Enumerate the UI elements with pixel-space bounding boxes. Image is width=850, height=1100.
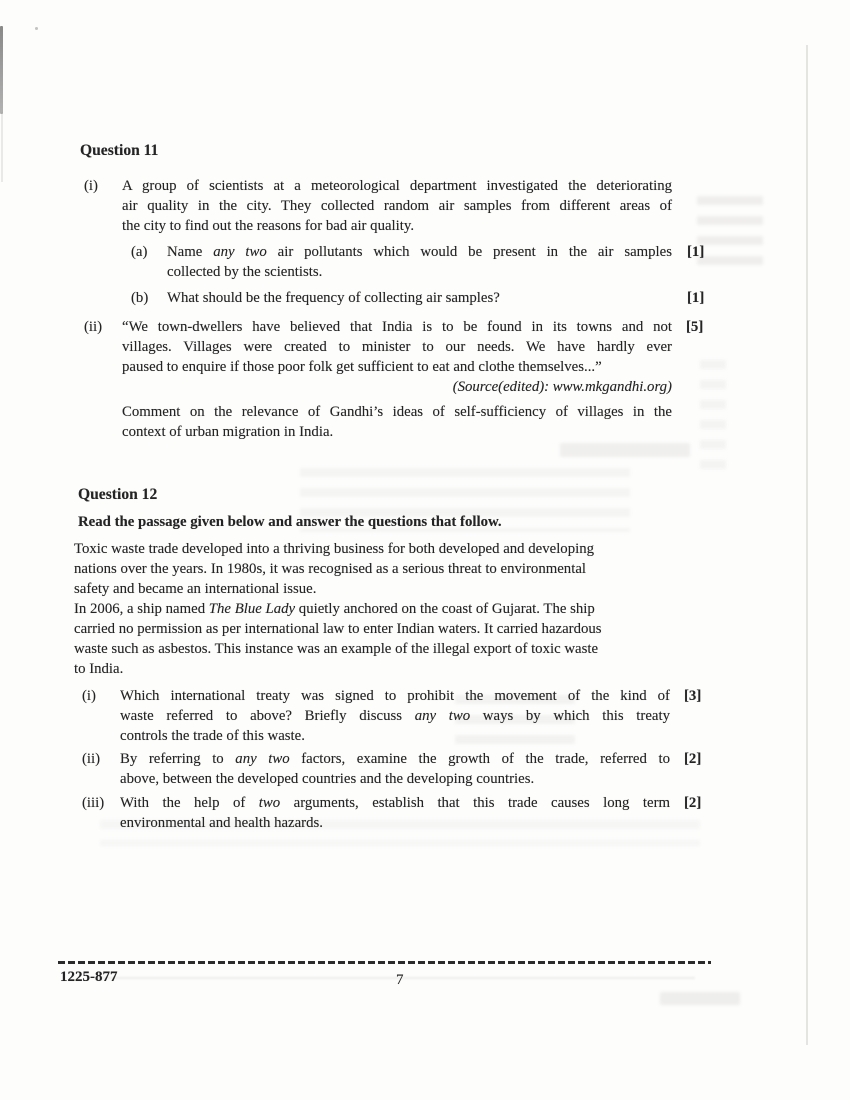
item-label: (ii) bbox=[84, 319, 103, 335]
question-12-item-iii bbox=[82, 793, 716, 833]
question-11-item-i-sub-a bbox=[131, 242, 716, 282]
passage-paragraph-1 bbox=[74, 539, 674, 599]
text-segment: Name bbox=[167, 244, 214, 260]
marks-badge: [2] bbox=[684, 751, 702, 767]
text-line: Comment on the relevance of Gandhi’s ideas of self-sufficiency of villages in the bbox=[122, 404, 672, 420]
item-text bbox=[120, 793, 670, 833]
passage-instruction: Read the passage given below and answer the questions that follow. bbox=[78, 514, 502, 530]
text-line: A group of scientists at a meteorological department investigated the deteriorating bbox=[122, 178, 672, 194]
text-line: safety and became an international issue. bbox=[74, 581, 317, 597]
question-12-title: Question 12 bbox=[78, 486, 158, 503]
italic-segment: The Blue Lady bbox=[208, 601, 296, 617]
question-11-title: Question 11 bbox=[80, 142, 159, 159]
marks-badge: [5] bbox=[686, 319, 704, 335]
item-text bbox=[167, 242, 672, 282]
text-segment: air pollutants which would be present in the air samples bbox=[266, 244, 672, 260]
text-line: What should be the frequency of collecting air samples? bbox=[167, 290, 500, 306]
text-segment: With the help of bbox=[120, 795, 259, 811]
marks-badge: [3] bbox=[684, 688, 702, 704]
text-line: waste such as asbestos. This instance was an example of the illegal export of toxic waste bbox=[74, 641, 599, 657]
text-line: above, between the developed countries and the developing countries. bbox=[120, 771, 535, 787]
text-line bbox=[167, 242, 672, 262]
item-label: (i) bbox=[84, 178, 98, 194]
scan-edge-artifact bbox=[0, 26, 3, 114]
item-text bbox=[120, 686, 670, 746]
quote-line: “We town-dwellers have believed that India is to be found in its towns and not bbox=[122, 319, 672, 335]
passage-paragraph-2 bbox=[74, 599, 674, 679]
text-line: controls the trade of this waste. bbox=[120, 728, 305, 744]
comment-text bbox=[122, 402, 672, 442]
text-segment: quietly anchored on the coast of Gujarat. The ship bbox=[295, 601, 595, 617]
item-label: (ii) bbox=[82, 751, 101, 767]
item-text bbox=[120, 749, 670, 789]
italic-segment: any two bbox=[235, 751, 290, 767]
item-text bbox=[122, 176, 672, 236]
page-number: 7 bbox=[396, 972, 404, 988]
quote-line: villages. Villages were created to minister to our needs. We have hardly ever bbox=[122, 339, 672, 355]
item-label: (b) bbox=[131, 290, 149, 306]
text-line bbox=[120, 793, 670, 813]
marks-badge: [1] bbox=[687, 290, 705, 306]
italic-segment: any two bbox=[213, 244, 267, 260]
italic-segment: any two bbox=[414, 708, 471, 724]
text-line: to India. bbox=[74, 661, 124, 677]
text-line bbox=[74, 599, 674, 619]
question-11-item-ii bbox=[84, 317, 716, 442]
text-line bbox=[120, 749, 670, 769]
bleed-through-artifact bbox=[660, 992, 740, 1005]
question-11-item-i-sub-b bbox=[131, 288, 716, 308]
question-12-item-i bbox=[82, 686, 716, 746]
page-fold-line bbox=[806, 45, 808, 1045]
quote-source: (Source(edited): www.mkgandhi.org) bbox=[452, 379, 672, 395]
text-segment: arguments, establish that this trade causes long term bbox=[280, 795, 671, 811]
question-11-section bbox=[80, 141, 716, 442]
text-line: collected by the scientists. bbox=[167, 264, 323, 280]
text-line: air quality in the city. They collected random air samples from different areas of bbox=[122, 198, 672, 214]
text-segment: waste referred to above? Briefly discuss bbox=[120, 708, 415, 724]
question-12-section bbox=[74, 485, 716, 833]
question-11-item-i bbox=[84, 176, 716, 236]
text-line: the city to find out the reasons for bad air quality. bbox=[122, 218, 415, 234]
item-text bbox=[122, 317, 672, 442]
scan-noise-speck bbox=[35, 27, 38, 30]
footer-rule-echo bbox=[95, 977, 695, 979]
item-label: (i) bbox=[82, 688, 96, 704]
item-text bbox=[167, 288, 672, 308]
question-12-item-ii bbox=[82, 749, 716, 789]
text-line: nations over the years. In 1980s, it was recognised as a serious threat to environmental bbox=[74, 561, 586, 577]
text-line: carried no permission as per international law to enter Indian waters. It carried hazardous bbox=[74, 621, 602, 637]
text-line bbox=[120, 706, 670, 726]
text-line: context of urban migration in India. bbox=[122, 424, 334, 440]
item-label: (iii) bbox=[82, 795, 105, 811]
scan-edge-artifact bbox=[1, 112, 3, 182]
item-label: (a) bbox=[131, 244, 148, 260]
text-line: Toxic waste trade developed into a thriving business for both developed and developing bbox=[74, 541, 595, 557]
marks-badge: [2] bbox=[684, 795, 702, 811]
text-segment: factors, examine the growth of the trade, referred to bbox=[289, 751, 670, 767]
page-content bbox=[74, 141, 716, 833]
text-line: environmental and health hazards. bbox=[120, 815, 323, 831]
footer-dashed-rule bbox=[58, 961, 711, 964]
text-segment: ways by which this treaty bbox=[470, 708, 670, 724]
text-line: Which international treaty was signed to prohibit the movement of the kind of bbox=[120, 688, 670, 704]
italic-segment: two bbox=[258, 795, 281, 811]
marks-badge: [1] bbox=[687, 244, 705, 260]
text-segment: In 2006, a ship named bbox=[74, 601, 209, 617]
quote-line: paused to enquire if those poor folk get sufficient to eat and clothe themselves...” bbox=[122, 359, 602, 375]
text-segment: By referring to bbox=[120, 751, 236, 767]
paper-code: 1225-877 bbox=[60, 969, 118, 985]
